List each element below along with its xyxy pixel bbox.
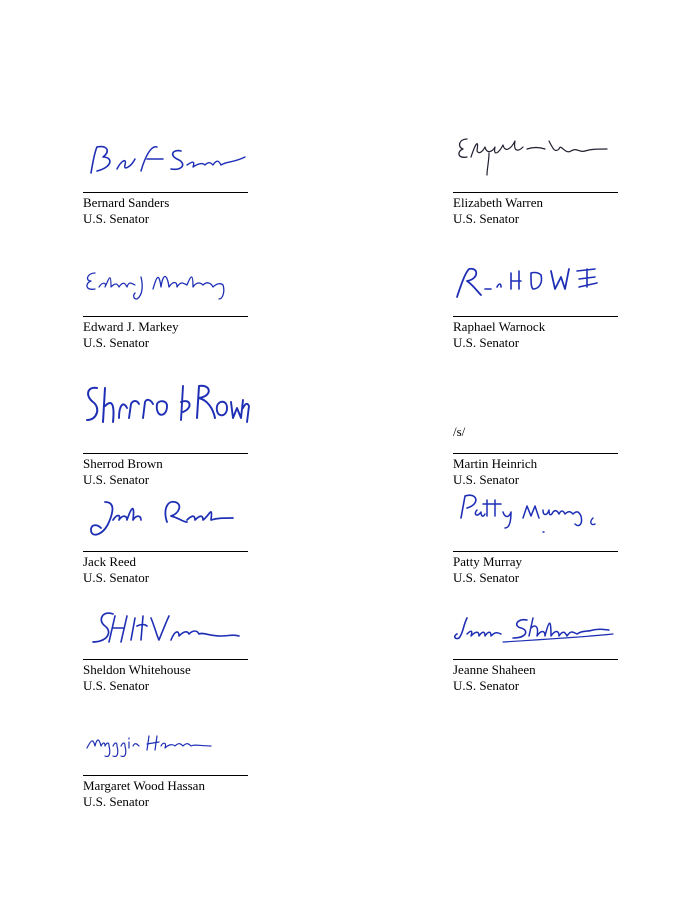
signer-title: U.S. Senator [83,794,150,809]
signer-title: U.S. Senator [453,472,520,487]
signer-name: Raphael Warnock [453,319,546,334]
signer-name: Patty Murray [453,554,522,569]
signature-line [453,192,618,193]
signature-line [83,551,248,552]
handwritten-signature [453,261,623,305]
signature-line [83,775,248,776]
signature-line [453,453,618,454]
signer-name: Sherrod Brown [83,456,163,471]
signer-title: U.S. Senator [453,335,520,350]
signature-line [83,316,248,317]
signer-title: U.S. Senator [83,570,150,585]
signer-name: Sheldon Whitehouse [83,662,191,677]
signer-name: Elizabeth Warren [453,195,544,210]
handwritten-signature [453,488,623,544]
handwritten-signature [83,139,253,183]
signer-title: U.S. Senator [83,335,150,350]
signature-line [453,551,618,552]
signature-line [83,192,248,193]
signer-title: U.S. Senator [453,211,520,226]
signer-title: U.S. Senator [83,678,150,693]
signature-line [83,453,248,454]
handwritten-signature [83,378,253,438]
signer-title: U.S. Senator [453,678,520,693]
handwritten-signature [83,265,253,305]
signature-line [453,316,618,317]
signer-title: U.S. Senator [83,472,150,487]
handwritten-signature [453,131,623,181]
signature-line [453,659,618,660]
signer-title: U.S. Senator [83,211,150,226]
signer-title: U.S. Senator [453,570,520,585]
handwritten-signature [83,728,253,764]
signer-name: Margaret Wood Hassan [83,778,205,793]
conformed-signature: /s/ [453,424,466,439]
handwritten-signature [453,614,623,650]
signer-name: Jeanne Shaheen [453,662,536,677]
signer-name: Jack Reed [83,554,137,569]
handwritten-signature [83,492,253,550]
signature-line [83,659,248,660]
signer-name: Bernard Sanders [83,195,170,210]
handwritten-signature [83,606,253,654]
signer-name: Martin Heinrich [453,456,538,471]
signer-name: Edward J. Markey [83,319,179,334]
